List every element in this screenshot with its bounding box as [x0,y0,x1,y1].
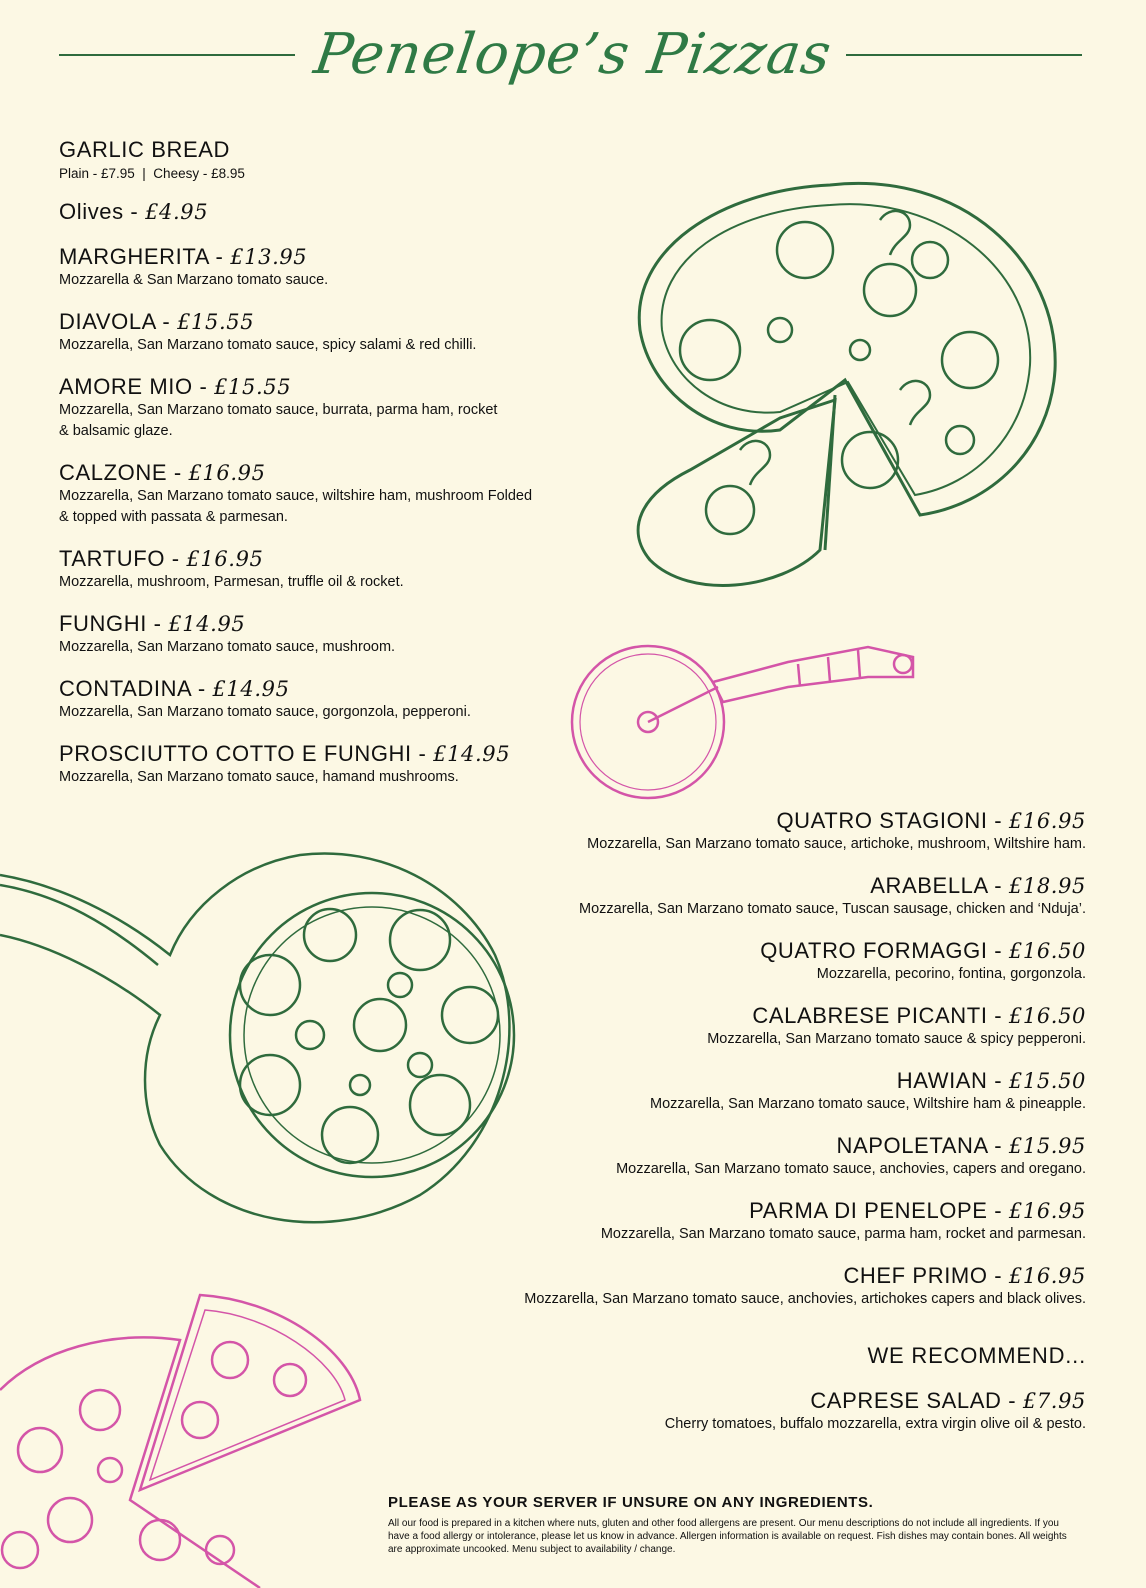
item-desc: Plain - £7.95 | Cheesy - £8.95 [59,166,245,181]
item-price: £13.95 [230,245,308,269]
item-name: CAPRESE SALAD - [810,1388,1023,1413]
menu-item-amore-mio [59,374,619,460]
item-price: £15.95 [1008,1134,1086,1158]
item-name: CALABRESE PICANTI - [752,1003,1009,1028]
item-desc: Mozzarella, mushroom, Parmesan, truffle oil & rocket. [59,574,404,590]
item-desc: Mozzarella, San Marzano tomato sauce, Wiltshire ham & pineapple. [649,1096,1086,1112]
item-desc: Mozzarella, pecorino, fontina, gorgonzola. [816,966,1086,982]
page-title: Penelope’s Pizzas [310,22,836,87]
item-price: £16.50 [1008,1004,1086,1028]
item-desc: Mozzarella, San Marzano tomato sauce, artichoke, mushroom, Wiltshire ham. [587,836,1086,852]
menu-item-margherita [59,244,619,309]
menu-item-olives [59,199,619,244]
item-price: £16.95 [188,461,266,485]
item-name: FUNGHI - [59,611,169,636]
item-name: HAWIAN - [896,1068,1009,1093]
item-desc: Mozzarella, San Marzano tomato sauce, hamand mushrooms. [59,769,459,785]
item-price: £16.50 [1008,939,1086,963]
item-desc: Mozzarella, San Marzano tomato sauce, gorgonzola, pepperoni. [59,704,471,720]
item-name: QUATRO STAGIONI - [776,808,1009,833]
menu-item-diavola [59,309,619,374]
item-price: £14.95 [168,612,246,636]
item-name: QUATRO FORMAGGI - [760,938,1009,963]
menu-item-calabrese-picanti [446,1003,1086,1068]
item-price: £16.95 [1008,1264,1086,1288]
item-name: NAPOLETANA - [836,1133,1009,1158]
footer-note: All our food is prepared in a kitchen where nuts, gluten and other food allergens are present. Our menu descriptions do not include all ingredients. If you have a food allergy or intolerance, please let us know in advance. Allergen information is available on request. Fish dishes may contain bones. All weights are approximate uncooked. Menu subject to availability / change. [388,1518,1067,1555]
item-name: CONTADINA - [59,676,213,701]
item-desc: Mozzarella, San Marzano tomato sauce, burrata, parma ham, rocket & balsamic glaze. [59,402,498,439]
item-price: £7.95 [1022,1389,1086,1413]
item-desc: Mozzarella, San Marzano tomato sauce, wiltshire ham, mushroom Folded & topped with passata & parmesan. [59,488,533,525]
item-price: £4.95 [145,200,209,224]
menu-item-hawian [446,1068,1086,1133]
item-price: £15.55 [214,375,292,399]
allergen-footer [388,1494,1068,1556]
menu-item-quatro-stagioni [446,808,1086,873]
item-name: GARLIC BREAD [59,137,231,162]
item-desc: Mozzarella, San Marzano tomato sauce, parma ham, rocket and parmesan. [600,1226,1086,1242]
pizza-cutter-icon [568,642,928,802]
item-name: PROSCIUTTO COTTO E FUNGHI - [59,741,434,766]
footer-heading: PLEASE AS YOUR SERVER IF UNSURE ON ANY INGREDIENTS. [388,1494,874,1511]
header [0,22,1146,102]
item-price: £18.95 [1008,874,1086,898]
item-price: £16.95 [1008,809,1086,833]
left-menu-column [59,137,619,806]
menu-item-napoletana [446,1133,1086,1198]
item-name: AMORE MIO - [59,374,215,399]
item-desc: Mozzarella, San Marzano tomato sauce, anchovies, artichokes capers and black olives. [524,1291,1086,1307]
item-name: DIAVOLA - [59,309,178,334]
right-menu-column [446,808,1086,1328]
menu-item-funghi [59,611,619,676]
item-price: £15.50 [1008,1069,1086,1093]
item-desc: Mozzarella, San Marzano tomato sauce & spicy pepperoni. [707,1031,1086,1047]
menu-item-quatro-formaggi [446,938,1086,1003]
item-name: Olives - [59,199,146,224]
menu-item-chef-primo [446,1263,1086,1328]
menu-item-calzone [59,460,619,546]
menu-item-tartufo [59,546,619,611]
item-desc: Mozzarella, San Marzano tomato sauce, anchovies, capers and oregano. [616,1161,1086,1177]
item-desc: Mozzarella & San Marzano tomato sauce. [59,272,329,288]
item-price: £16.95 [186,547,264,571]
menu-item-parma-di-penelope [446,1198,1086,1263]
item-name: CALZONE - [59,460,189,485]
menu-item-contadina [59,676,619,741]
item-desc: Mozzarella, San Marzano tomato sauce, spicy salami & red chilli. [59,337,477,353]
item-desc: Mozzarella, San Marzano tomato sauce, Tuscan sausage, chicken and ‘Nduja’. [579,901,1086,917]
item-name: MARGHERITA - [59,244,231,269]
item-name: PARMA DI PENELOPE - [749,1198,1009,1223]
title-divider-left [59,54,295,56]
item-price: £15.55 [177,310,255,334]
item-price: £14.95 [212,677,290,701]
pizza-slice-sketch-icon [0,1290,370,1588]
pizza-sketch-icon [630,150,1070,610]
item-price: £16.95 [1008,1199,1086,1223]
recommend-heading: WE RECOMMEND... [867,1343,1086,1368]
item-name: CHEF PRIMO - [843,1263,1009,1288]
item-desc: Mozzarella, San Marzano tomato sauce, mushroom. [59,639,396,655]
title-divider-right [846,54,1082,56]
item-price: £14.95 [433,742,511,766]
menu-item-prosciutto-cotto-e-funghi [59,741,619,806]
menu-item-garlic-bread [59,137,619,199]
menu-item-arabella [446,873,1086,938]
item-name: ARABELLA - [870,873,1009,898]
recommend-section [446,1388,1086,1435]
item-desc: Cherry tomatoes, buffalo mozzarella, extra virgin olive oil & pesto. [664,1416,1086,1432]
item-name: TARTUFO - [59,546,187,571]
menu-item-caprese-salad [446,1388,1086,1435]
